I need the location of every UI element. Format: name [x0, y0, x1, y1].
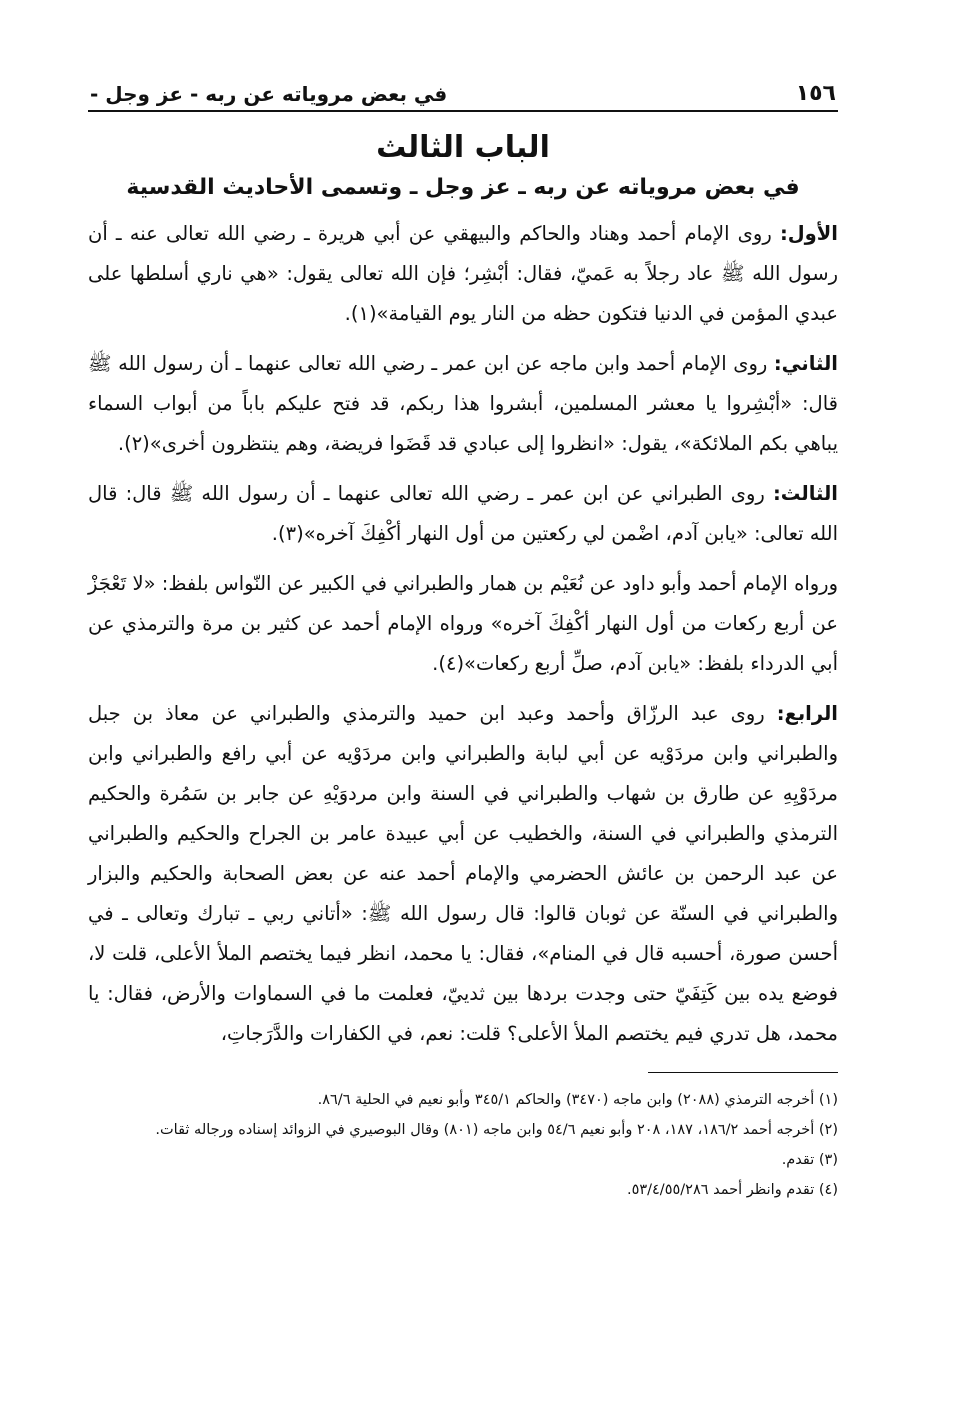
footnote-separator — [648, 1072, 838, 1073]
paragraph-text: روى الإمام أحمد وهناد والحاكم والبيهقي عن أبي هريرة ـ رضي الله تعالى عنه ـ أن رسول الله ﷺ عاد رجلاً به عَميّ، فقال: أبْشِر؛ فإن الله تعالى يقول: «هي ناري أسلطها على عبدي المؤمن في الدنيا فتكون حظه من النار يوم القيامة»(١). — [88, 222, 838, 325]
paragraph-text: روى الإمام أحمد وابن ماجه عن ابن عمر ـ رضي الله تعالى عنهما ـ أن رسول الله ﷺ قال: «أبْشِروا يا معشر المسلمين، أبشروا هذا ربكم، قد فتح عليكم باباً من أبواب السماء يباهي بكم الملائكة»، يقول: «انظروا إلى عبادي قد قَضَوا فريضة، وهم ينتظرون أخرى»(٢). — [88, 352, 838, 455]
footnote-1: (١) أخرجه الترمذي (٢٠٨٨) وابن ماجه (٣٤٧٠) والحاكم ٣٤٥/١ وأبو نعيم في الحلية ٨٦/٦. — [317, 1092, 838, 1108]
paragraph-second — [88, 344, 838, 464]
paragraph-fourth — [88, 694, 838, 1054]
paragraph-lead: الرابع: — [776, 702, 838, 725]
chapter-subtitle: في بعض مروياته عن ربه ـ عز وجل ـ وتسمى الأحاديث القدسية — [126, 175, 800, 200]
paragraph-text: ورواه الإمام أحمد وأبو داود عن نُعَيْم بن همار والطبراني في الكبير عن النّواس بلفظ: «لا تَعْجَزْ عن أربع ركعات من أول النهار أكْفِكَ آخره» ورواه الإمام أحمد عن كثير بن مرة والترمذي عن أبي الدرداء بلفظ: «يابن آدم، صلِّ أربع ركعات»(٤). — [88, 572, 838, 675]
running-title: في بعض مروياته عن ربه - عز وجل - — [90, 82, 448, 106]
page-header — [88, 70, 838, 112]
footnote-2: (٢) أخرجه أحمد ١٨٦/٢، ١٨٧، ٢٠٨ وأبو نعيم ٥٤/٦ وابن ماجه (٨٠١) وقال البوصيري في الزوائد إسناده ورجاله ثقات. — [155, 1122, 838, 1138]
paragraph-first — [88, 214, 838, 334]
paragraph-lead: الأول: — [779, 222, 838, 245]
footnotes — [88, 1087, 838, 1203]
book-page — [88, 70, 838, 1207]
paragraph-third — [88, 474, 838, 554]
paragraph-text: روى عبد الرزّاق وأحمد وعبد ابن حميد والترمذي والطبراني عن معاذ بن جبل والطبراني وابن مردَوْيه عن أبي لبابة والطبراني وابن مردَوْيه عن أبي رافع والطبراني وابن مردَوْيِهِ عن طارق بن شهاب والطبراني في السنة وابن مردوَيْهِ عن جابر بن سَمُرة والحكيم الترمذي والطبراني في السنة، والخطيب عن أبي عبيدة عامر بن الجراح والحكيم والطبراني عن عبد الرحمن بن عائش الحضرمي والإمام أحمد عنه عن بعض الصحابة والحكيم والبزار والطبراني في السنّة عن ثوبان قالوا: قال رسول الله ﷺ: «أتاني ربي ـ تبارك وتعالى ـ في أحسن صورة، أحسبه قال في المنام»، فقال: يا محمد، انظر فيما يختصم الملأ الأعلى، قلت لا، فوضع يده بين كَتِفَيّ حتى وجدت بردها بين ثدييّ، فعلمت ما في السماوات والأرض، فقال: يا محمد، هل تدري فيم يختصم الملأ الأعلى؟ قلت: نعم، في الكفارات والدَّرَجاتِ، — [88, 702, 838, 1045]
paragraph-narration — [88, 564, 838, 684]
footnote-4: (٤) تقدم وانظر أحمد ٥٣/٤/٥٥/٢٨٦. — [626, 1182, 838, 1198]
paragraph-text: روى الطبراني عن ابن عمر ـ رضي الله تعالى عنهما ـ أن رسول الله ﷺ قال: قال الله تعالى: «يابن آدم، اضْمن لي ركعتين من أول النهار أكْفِكَ آخره»(٣). — [88, 482, 838, 545]
chapter-title: الباب الثالث — [376, 130, 550, 165]
paragraph-lead: الثاني: — [773, 352, 838, 375]
page-number: ١٥٦ — [795, 81, 836, 106]
footnote-3: (٣) تقدم. — [781, 1152, 838, 1168]
paragraph-lead: الثالث: — [772, 482, 838, 505]
